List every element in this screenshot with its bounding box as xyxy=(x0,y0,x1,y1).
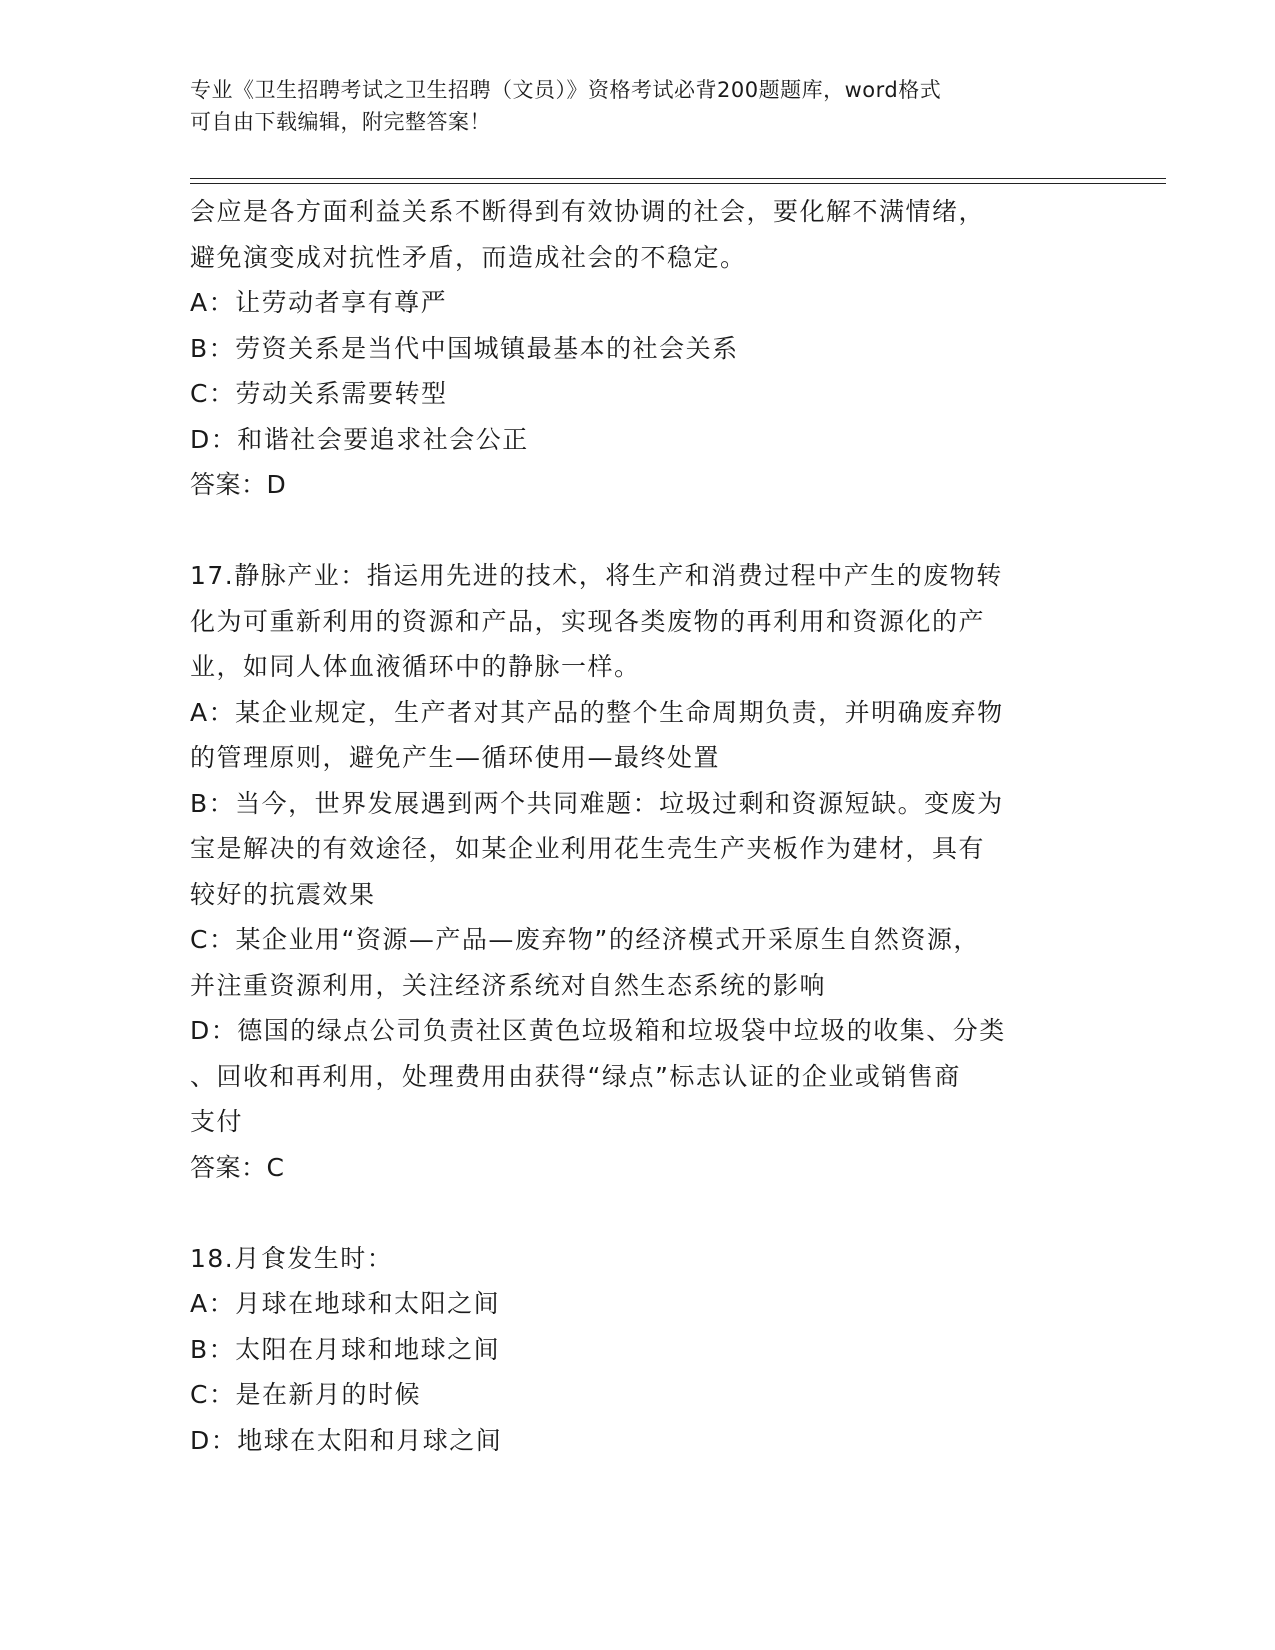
question-16-option-d: D：和谐社会要追求社会公正 xyxy=(190,424,529,454)
question-16-stem-line-1: 会应是各方面利益关系不断得到有效协调的社会，要化解不满情绪， xyxy=(190,197,986,226)
spacer xyxy=(190,508,1090,554)
question-17-option-d-line-3: 支付 xyxy=(190,1107,244,1136)
question-16-option-b: B：劳资关系是当代中国城镇最基本的社会关系 xyxy=(190,333,739,363)
question-16-option-a: A：让劳动者享有尊严 xyxy=(190,288,448,317)
question-18-option-a: A：月球在地球和太阳之间 xyxy=(190,1289,501,1318)
question-16 xyxy=(190,189,1090,508)
header-title-line-1: 专业《卫生招聘考试之卫生招聘（文员）》资格考试必背200题题库，word格式 xyxy=(190,78,942,102)
question-17-stem-line-2: 化为可重新利用的资源和产品，实现各类废物的再利用和资源化的产 xyxy=(190,606,986,636)
question-17-option-b-line-1: B：当今，世界发展遇到两个共同难题：垃圾过剩和资源短缺。变废为 xyxy=(190,788,1004,818)
question-16-option-c: C：劳动关系需要转型 xyxy=(190,379,448,408)
question-17-option-b-line-2: 宝是解决的有效途径，如某企业利用花生壳生产夹板作为建材，具有 xyxy=(190,834,986,863)
header-title-line-2: 可自由下载编辑，附完整答案！ xyxy=(190,110,491,134)
question-18 xyxy=(190,1236,1090,1464)
question-18-stem: 18.月食发生时： xyxy=(190,1243,394,1273)
document-header xyxy=(190,74,1090,138)
question-17-option-d-line-1: D：德国的绿点公司负责社区黄色垃圾箱和垃圾袋中垃圾的收集、分类 xyxy=(190,1016,1006,1045)
question-18-option-c: C：是在新月的时候 xyxy=(190,1380,421,1409)
header-divider-top xyxy=(190,178,1166,179)
question-17-stem-line-1: 17.静脉产业：指运用先进的技术，将生产和消费过程中产生的废物转 xyxy=(190,561,1003,590)
question-17-option-d-line-2: 、回收和再利用，处理费用由获得“绿点”标志认证的企业或销售商 xyxy=(190,1061,961,1091)
spacer xyxy=(190,1190,1090,1236)
question-18-option-b: B：太阳在月球和地球之间 xyxy=(190,1334,501,1364)
header-divider-bottom xyxy=(190,183,1166,184)
question-17-option-b-line-3: 较好的抗震效果 xyxy=(190,879,376,909)
question-17-option-c-line-2: 并注重资源利用，关注经济系统对自然生态系统的影响 xyxy=(190,970,827,1000)
question-content xyxy=(190,189,1090,1463)
question-17-option-a-line-2: 的管理原则，避免产生—循环使用—最终处置 xyxy=(190,743,721,772)
question-16-answer: 答案：D xyxy=(190,470,287,499)
question-17-option-a-line-1: A：某企业规定，生产者对其产品的整个生命周期负责，并明确废弃物 xyxy=(190,697,1004,727)
question-17 xyxy=(190,553,1090,1190)
question-18-option-d: D：地球在太阳和月球之间 xyxy=(190,1425,503,1455)
question-16-stem-line-2: 避免演变成对抗性矛盾，而造成社会的不稳定。 xyxy=(190,242,747,272)
question-17-answer: 答案：C xyxy=(190,1152,285,1182)
question-17-option-c-line-1: C：某企业用“资源—产品—废弃物”的经济模式开采原生自然资源， xyxy=(190,925,980,954)
question-17-stem-line-3: 业，如同人体血液循环中的静脉一样。 xyxy=(190,652,641,681)
